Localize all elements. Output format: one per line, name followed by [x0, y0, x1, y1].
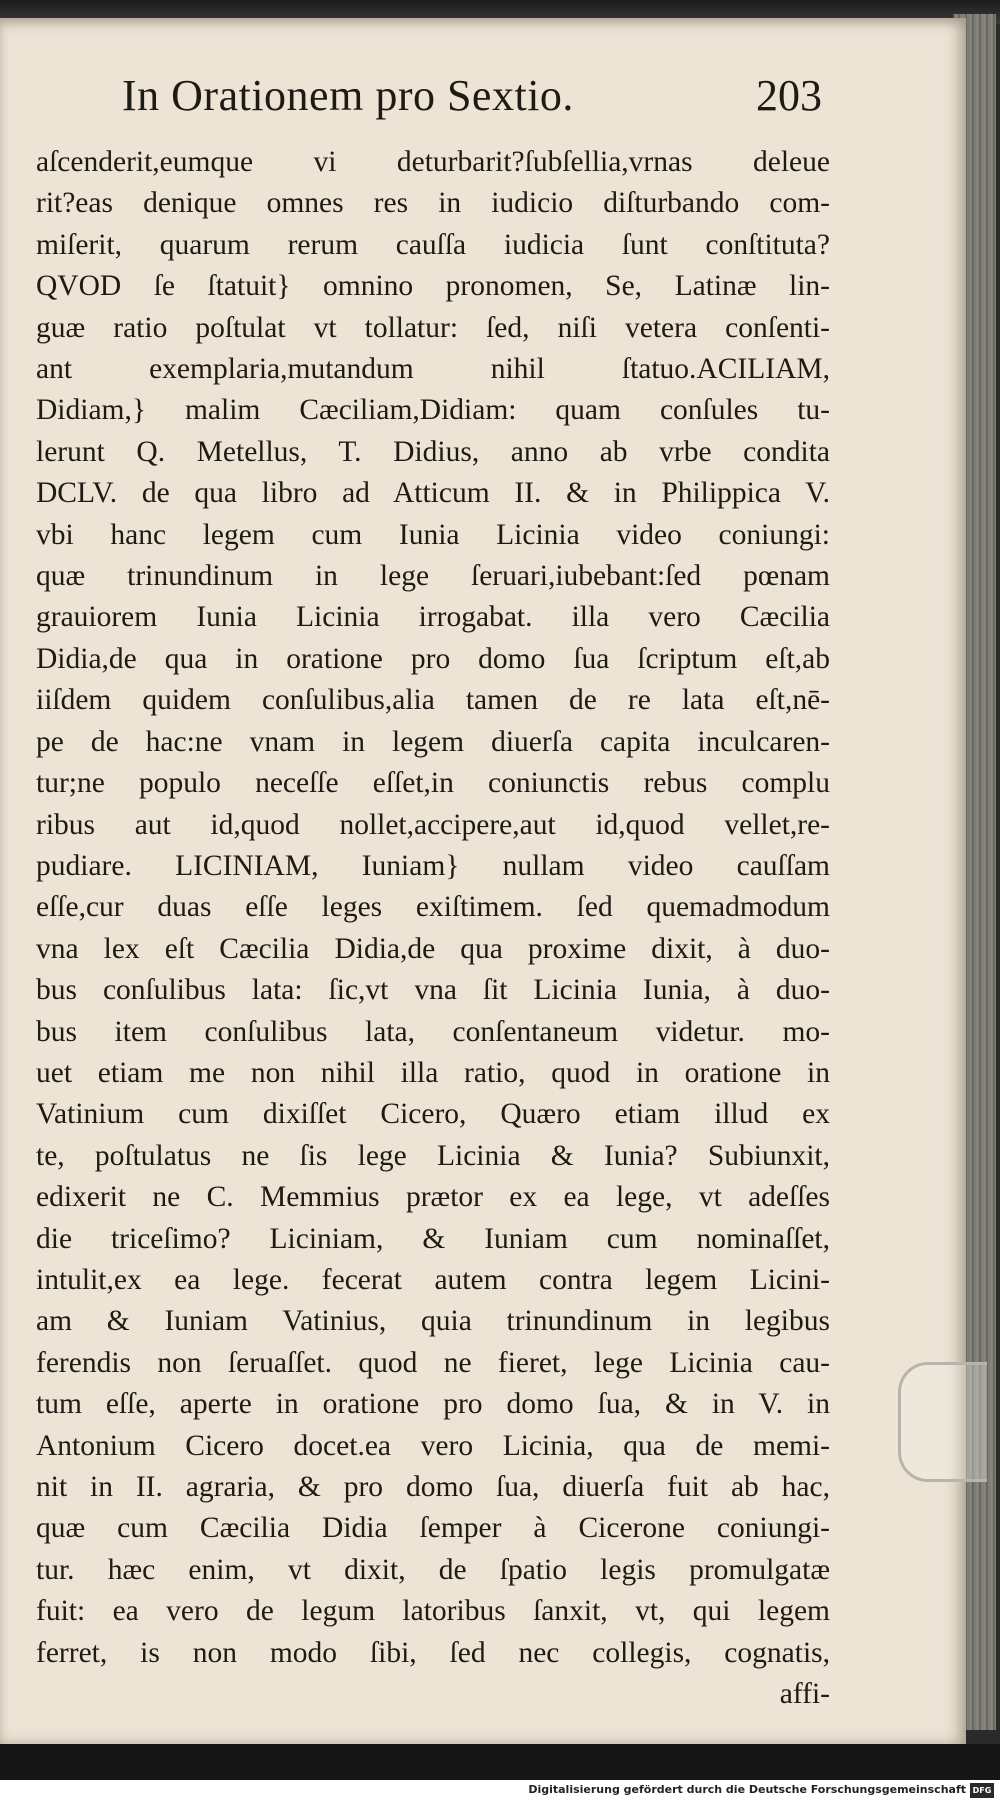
text-line: bus conſulibus lata: ſic,vt vna ſit Licinia Iunia, à duo-: [36, 974, 830, 1007]
text-line: bus item conſulibus lata, conſentaneum videtur. mo-: [36, 1015, 830, 1048]
page-number: 203: [756, 71, 822, 120]
text-line: grauiorem Iunia Licinia irrogabat. illa vero Cæcilia: [36, 601, 830, 634]
text-line: Vatinium cum dixiſſet Cicero, Quæro etiam illud ex: [36, 1098, 830, 1131]
text-line: intulit,ex ea lege. fecerat autem contra legem Licini-: [36, 1263, 830, 1296]
text-line: die triceſimo? Liciniam, & Iuniam cum nominaſſet,: [36, 1222, 830, 1255]
book-page: [0, 18, 966, 1744]
page-header: [122, 70, 822, 132]
scan-bottom-edge: [0, 1744, 1000, 1780]
text-line: lerunt Q. Metellus, T. Didius, anno ab vrbe condita: [36, 435, 830, 468]
book-clasp: [898, 1362, 987, 1482]
text-line: ferendis non ſeruaſſet. quod ne fieret, lege Licinia cau-: [36, 1346, 830, 1379]
text-line: pudiare. LICINIAM, Iuniam} nullam video cauſſam: [36, 849, 830, 882]
text-line: aſcenderit,eumque vi deturbarit?ſubſellia,vrnas deleue: [36, 146, 830, 178]
text-line: tur. hæc enim, vt dixit, de ſpatio legis promulgatæ: [36, 1553, 830, 1586]
text-line: Didia,de qua in oratione pro domo ſua ſcriptum eſt,ab: [36, 642, 830, 675]
text-line: te, poſtulatus ne ſis lege Licinia & Iunia? Subiunxit,: [36, 1139, 830, 1172]
text-line: nit in II. agraria, & pro domo ſua, diuerſa fuit ab hac,: [36, 1471, 830, 1503]
text-line: pe de hac:ne vnam in legem diuerſa capita inculcaren-: [36, 725, 830, 758]
dfg-logo: DFG: [970, 1783, 994, 1798]
text-line: tum eſſe, aperte in oratione pro domo ſua, & in V. in: [36, 1388, 830, 1421]
body-text: [36, 142, 830, 1715]
text-line: eſſe,cur duas eſſe leges exiſtimem. ſed quemadmodum: [36, 891, 830, 924]
text-line: DCLV. de qua libro ad Atticum II. & in Philippica V.: [36, 477, 830, 510]
text-line: ferret, is non modo ſibi, ſed nec collegis, cognatis,: [36, 1636, 830, 1669]
text-line: edixerit ne C. Memmius prætor ex ea lege, vt adeſſes: [36, 1181, 830, 1214]
text-line: Antonium Cicero docet.ea vero Licinia, qua de memi-: [36, 1429, 830, 1462]
text-line: quæ cum Cæcilia Didia ſemper à Cicerone coniungi-: [36, 1512, 830, 1545]
text-line: rit?eas denique omnes res in iudicio diſturbando com-: [36, 187, 830, 220]
catchword: affi-: [779, 1678, 830, 1711]
text-line: miſerit, quarum rerum cauſſa iudicia ſunt conſtituta?: [36, 228, 830, 261]
text-line: fuit: ea vero de legum latoribus ſanxit, vt, qui legem: [36, 1595, 830, 1628]
text-line: vna lex eſt Cæcilia Didia,de qua proxime dixit, à duo-: [36, 932, 830, 965]
text-line: iiſdem quidem conſulibus,alia tamen de re lata eſt,nē-: [36, 684, 830, 717]
text-line: vbi hanc legem cum Iunia Licinia video coniungi:: [36, 518, 830, 551]
text-line: ribus aut id,quod nollet,accipere,aut id,quod vellet,re-: [36, 808, 830, 841]
text-line: am & Iuniam Vatinius, quia trinundinum in legibus: [36, 1305, 830, 1338]
text-line: guæ ratio poſtulat vt tollatur: ſed, niſi vetera conſenti-: [36, 311, 830, 344]
text-line: QVOD ſe ſtatuit} omnino pronomen, Se, Latinæ lin-: [36, 270, 830, 303]
text-line: tur;ne populo neceſſe eſſet,in coniunctis rebus complu: [36, 767, 830, 800]
digitization-footer: [0, 1780, 1000, 1802]
text-line: Didiam,} malim Cæciliam,Didiam: quam conſules tu-: [36, 394, 830, 427]
text-line: quæ trinundinum in lege ſeruari,iubebant:ſed pœnam: [36, 560, 830, 593]
text-line: ant exemplaria,mutandum nihil ſtatuo.ACILIAM,: [36, 353, 830, 386]
running-title: In Orationem pro Sextio.: [122, 71, 574, 120]
digitization-credit: Digitalisierung gefördert durch die Deutsche Forschungsgemeinschaft: [528, 1783, 966, 1796]
text-line: uet etiam me non nihil illa ratio, quod in oratione in: [36, 1056, 830, 1089]
